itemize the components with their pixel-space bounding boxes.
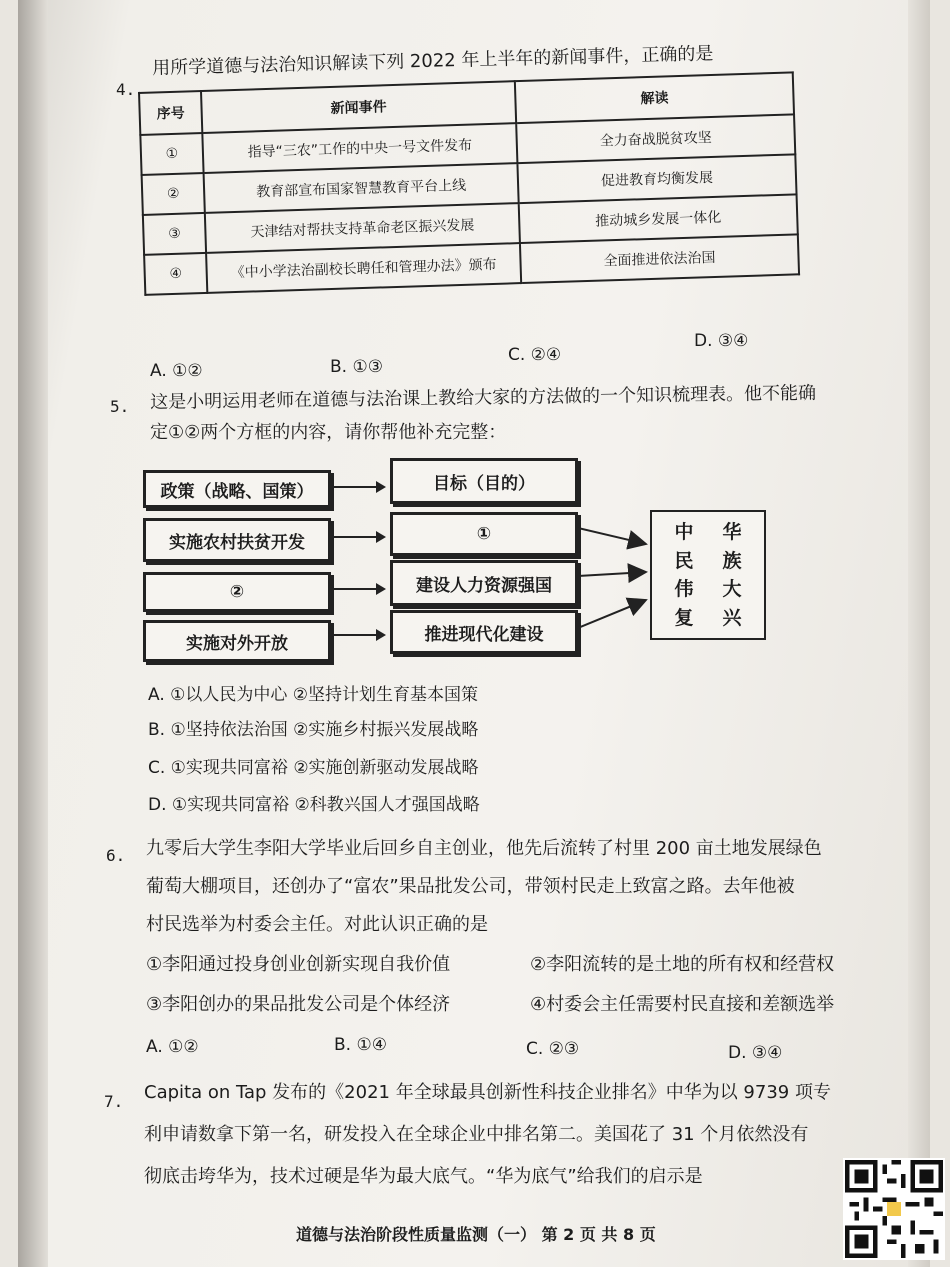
header-reading: 解读 (515, 72, 794, 123)
header-index: 序号 (139, 91, 202, 135)
q6-statement-4: ④村委会主任需要村民直接和差额选举 (530, 994, 835, 1015)
q4-news-table (138, 71, 800, 296)
row-event: 天津结对帮扶支持革命老区振兴发展 (205, 203, 520, 253)
goal-char: 大 (722, 578, 742, 600)
arrow-right (330, 634, 378, 636)
goal-char: 伟 (674, 578, 694, 600)
goal-char: 复 (674, 606, 694, 629)
diagram-box-policy: 政策（战略、国策） (143, 470, 331, 508)
diagram-box-blank-2: ② (143, 572, 331, 612)
q7-line2: 利申请数拿下第一名，研发投入在全球企业中排名第二。美国花了 31 个月依然没有 (144, 1124, 809, 1145)
arrow-right (330, 536, 378, 538)
row-index: ② (142, 173, 205, 215)
q4-option-c: C. ②④ (508, 345, 562, 365)
row-index: ③ (143, 213, 206, 255)
arrow-right (330, 588, 378, 590)
q5-option-b: B. ①坚持依法治国 ②实施乡村振兴发展战略 (148, 720, 479, 740)
q7-number: 7. (104, 1092, 124, 1111)
page-edge-shadow (18, 0, 48, 1267)
q7-line3: 彻底击垮华为，技术过硬是华为最大底气。“华为底气”给我们的启示是 (144, 1166, 703, 1187)
row-event: 《中小学法治副校长聘任和管理办法》颁布 (206, 243, 521, 293)
q5-stem-line1: 这是小明运用老师在道德与法治课上教给大家的方法做的一个知识梳理表。他不能确 (150, 382, 817, 413)
diagram-box-talent: 建设人力资源强国 (390, 560, 578, 606)
q4-option-b: B. ①③ (330, 357, 383, 377)
q6-option-b: B. ①④ (334, 1035, 387, 1055)
q5-stem-line2: 定①②两个方框的内容，请你帮他补充完整： (150, 422, 507, 443)
diagram-connector-arrows (578, 510, 654, 640)
row-reading: 促进教育均衡发展 (517, 154, 796, 203)
row-event: 教育部宣布国家智慧教育平台上线 (204, 163, 519, 213)
q5-number: 5. (110, 397, 130, 416)
q6-number: 6. (106, 846, 126, 865)
diagram-box-modernization: 推进现代化建设 (390, 610, 578, 654)
header-event: 新闻事件 (201, 81, 516, 133)
row-index: ① (140, 133, 203, 175)
row-index: ④ (144, 253, 207, 295)
q5-option-d: D. ①实现共同富裕 ②科教兴国人才强国战略 (148, 795, 480, 815)
q6-option-d: D. ③④ (728, 1043, 783, 1063)
q6-line1: 九零后大学生李阳大学毕业后回乡自主创业，他先后流转了村里 200 亩土地发展绿色 (146, 838, 822, 859)
q6-option-c: C. ②③ (526, 1039, 580, 1059)
row-reading: 全力奋战脱贫攻坚 (516, 114, 795, 163)
diagram-box-goal: 目标（目的） (390, 458, 578, 504)
q7-line1: Capita on Tap 发布的《2021 年全球最具创新性科技企业排名》中华为以 9739 项专 (144, 1082, 831, 1103)
goal-char: 华 (722, 521, 742, 543)
q6-line2: 葡萄大棚项目，还创办了“富农”果品批发公司，带领村民走上致富之路。去年他被 (146, 876, 795, 897)
goal-char: 民 (674, 549, 694, 572)
q5-option-c: C. ①实现共同富裕 ②实施创新驱动发展战略 (148, 758, 479, 778)
goal-char: 族 (722, 549, 742, 572)
page-footer: 道德与法治阶段性质量监测（一） 第 2 页 共 8 页 (296, 1225, 656, 1244)
q6-statement-1: ①李阳通过投身创业创新实现自我价值 (146, 954, 451, 975)
goal-char: 中 (674, 521, 694, 543)
diagram-box-blank-1: ① (390, 512, 578, 556)
q4-stem: 用所学道德与法治知识解读下列 2022 年上半年的新闻事件，正确的是 (152, 43, 714, 79)
page-right-edge (908, 0, 930, 1267)
q4-option-d: D. ③④ (694, 331, 749, 351)
q5-option-a: A. ①以人民为中心 ②坚持计划生育基本国策 (148, 685, 479, 705)
q6-statement-2: ②李阳流转的是土地的所有权和经营权 (530, 954, 835, 975)
row-reading: 全面推进依法治国 (520, 234, 799, 283)
diagram-box-opening: 实施对外开放 (143, 620, 331, 662)
diagram-box-poverty: 实施农村扶贫开发 (143, 518, 331, 562)
q4-number: 4. (116, 80, 136, 99)
q6-statement-3: ③李阳创办的果品批发公司是个体经济 (146, 994, 451, 1015)
row-event: 指导“三农”工作的中央一号文件发布 (202, 123, 517, 173)
goal-char: 兴 (722, 606, 742, 629)
diagram-box-rejuvenation (650, 510, 766, 640)
qr-code-icon (843, 1158, 945, 1260)
q6-option-a: A. ①② (146, 1037, 199, 1057)
arrow-right (330, 486, 378, 488)
row-reading: 推动城乡发展一体化 (519, 194, 798, 243)
q4-option-a: A. ①② (150, 361, 203, 381)
q6-line3: 村民选举为村委会主任。对此认识正确的是 (146, 914, 488, 935)
